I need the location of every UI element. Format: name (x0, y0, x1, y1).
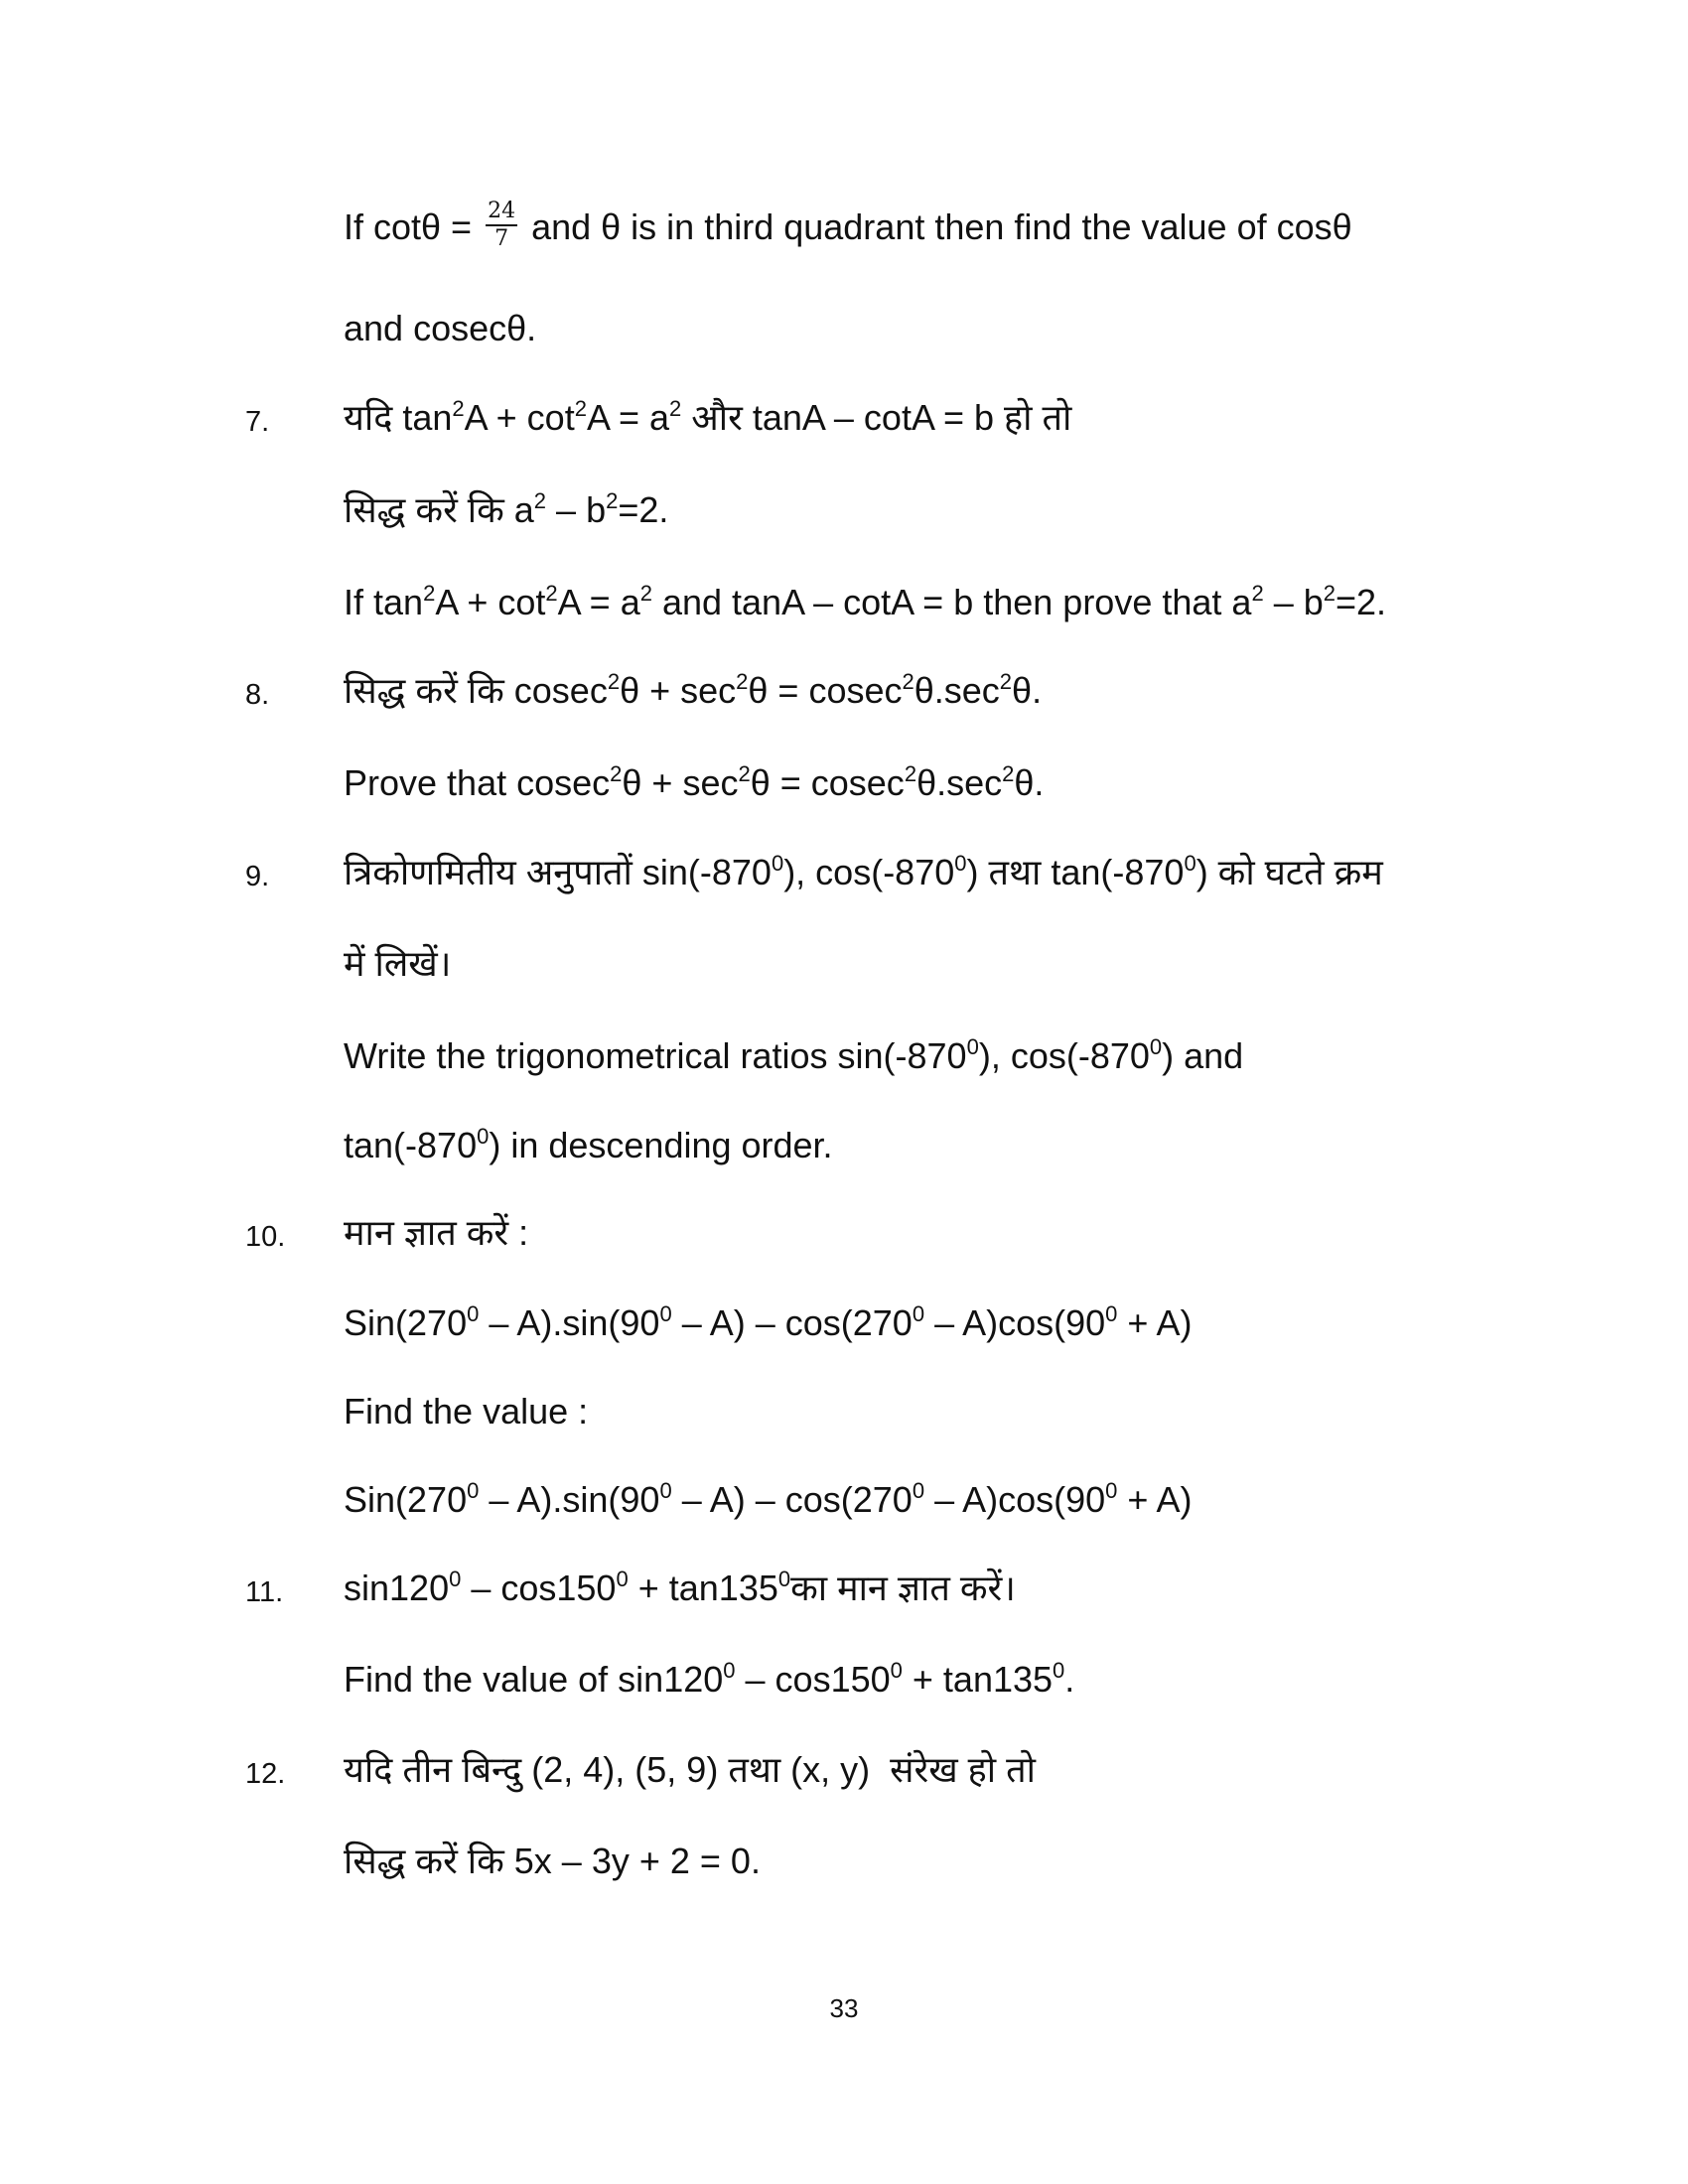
superscript: 0 (777, 1567, 791, 1591)
line-text (344, 939, 451, 989)
text-segment: सिद्ध करें कि a (344, 489, 534, 530)
text-segment: – A)cos(90 (924, 1302, 1106, 1343)
superscript: 2 (1002, 761, 1015, 786)
superscript: 2 (738, 761, 751, 786)
text-segment: θ = cosec (748, 670, 903, 711)
superscript: 0 (890, 1658, 903, 1683)
text-segment: का मान ज्ञात करें। (790, 1568, 1016, 1608)
line-text (344, 304, 536, 353)
superscript: 2 (533, 488, 547, 513)
text-segment: Find the value : (344, 1391, 589, 1432)
text-line (0, 848, 1688, 897)
text-segment: A + cot (435, 582, 546, 622)
text-line (0, 1655, 1688, 1705)
line-text (344, 578, 1386, 627)
line-text (344, 758, 1044, 808)
text-line (0, 758, 1688, 808)
text-segment: θ.sec (914, 670, 1000, 711)
question-number: 10. (245, 1221, 286, 1253)
text-segment: . (1064, 1659, 1075, 1700)
superscript: 2 (999, 669, 1013, 694)
text-segment: and cosecθ. (344, 308, 537, 348)
superscript: 2 (423, 581, 436, 606)
text-segment: Sin(270 (344, 1302, 468, 1343)
numerator: 24 (486, 199, 517, 226)
superscript: 2 (1251, 581, 1264, 606)
superscript: 2 (607, 669, 621, 694)
text-segment: =2. (618, 489, 669, 530)
text-line (0, 1121, 1688, 1170)
text-segment: सिद्ध करें कि cosec (344, 670, 608, 711)
text-segment: ) को घटते क्रम (1196, 852, 1383, 892)
text-line (0, 1745, 1688, 1795)
text-segment: – A)cos(90 (924, 1479, 1106, 1520)
text-segment: A = a (586, 397, 670, 438)
superscript: 0 (966, 1034, 979, 1059)
text-segment: में लिखें। (344, 943, 452, 984)
text-line (0, 199, 1688, 252)
superscript: 0 (771, 851, 784, 876)
superscript: 2 (545, 581, 558, 606)
superscript: 2 (904, 761, 917, 786)
question-number: 9. (245, 861, 270, 892)
superscript: 2 (610, 761, 623, 786)
text-line (0, 1031, 1688, 1081)
line-text (344, 1837, 761, 1886)
line-text (344, 1208, 528, 1258)
text-segment: and θ is in third quadrant then find the value of cosθ (521, 206, 1352, 247)
text-segment: मान ज्ञात करें : (344, 1212, 529, 1253)
line-text (344, 485, 668, 535)
text-segment: A = a (557, 582, 640, 622)
text-line (0, 578, 1688, 627)
line-text (344, 1564, 1016, 1613)
text-segment: + tan135 (902, 1659, 1054, 1700)
line-text (344, 1298, 1192, 1348)
text-segment: If tan (344, 582, 424, 622)
text-segment: सिद्ध करें कि 5x – 3y + 2 = 0. (344, 1841, 761, 1881)
text-line (0, 939, 1688, 989)
text-segment: यदि tan (344, 397, 453, 438)
superscript: 0 (1105, 1478, 1118, 1503)
text-segment: Find the value of sin120 (344, 1659, 724, 1700)
line-text (344, 1475, 1192, 1525)
text-segment: A + cot (464, 397, 575, 438)
superscript: 0 (449, 1567, 462, 1591)
text-segment: + A) (1117, 1479, 1193, 1520)
text-segment: θ.sec (916, 762, 1003, 803)
text-segment: θ + sec (620, 670, 737, 711)
superscript: 0 (1053, 1658, 1065, 1683)
question-number: 12. (245, 1758, 286, 1790)
text-segment: – b (1263, 582, 1324, 622)
superscript: 0 (912, 1301, 925, 1326)
text-segment: – A).sin(90 (479, 1479, 660, 1520)
text-segment: =2. (1335, 582, 1387, 622)
text-line (0, 666, 1688, 716)
text-segment: and tanA – cotA = b then prove that a (651, 582, 1252, 622)
superscript: 0 (659, 1301, 672, 1326)
superscript: 2 (1323, 581, 1336, 606)
denominator: 7 (494, 226, 509, 252)
superscript: 2 (574, 396, 587, 421)
question-number: 7. (245, 406, 270, 438)
fraction (486, 199, 517, 252)
text-segment: ) in descending order. (489, 1125, 833, 1165)
text-segment: sin120 (344, 1568, 450, 1608)
line-text (344, 1387, 588, 1436)
text-segment: – A) – cos(270 (671, 1479, 913, 1520)
text-segment: त्रिकोणमितीय अनुपातों sin(-870 (344, 852, 772, 892)
question-number: 11. (245, 1576, 284, 1608)
superscript: 0 (659, 1478, 672, 1503)
text-line (0, 1298, 1688, 1348)
text-line (0, 304, 1688, 353)
superscript: 2 (606, 488, 619, 513)
text-line (0, 1837, 1688, 1886)
text-segment: Write the trigonometrical ratios sin(-870 (344, 1035, 967, 1076)
question-number: 8. (245, 679, 270, 711)
text-segment: – A) – cos(270 (671, 1302, 913, 1343)
superscript: 2 (669, 396, 682, 421)
superscript: 0 (912, 1478, 925, 1503)
superscript: 0 (467, 1478, 480, 1503)
text-segment: यदि तीन बिन्दु (2, 4), (5, 9) तथा (x, y) संरेख हो तो (344, 1749, 1036, 1790)
text-segment: ) तथा tan(-870 (966, 852, 1185, 892)
text-segment: θ. (1014, 762, 1045, 803)
text-segment: θ = cosec (750, 762, 905, 803)
text-segment: + tan135 (628, 1568, 778, 1608)
text-segment: If cotθ = (344, 206, 483, 247)
line-text (344, 1655, 1074, 1705)
line-text (344, 666, 1042, 716)
line-text (344, 1121, 833, 1170)
text-line (0, 393, 1688, 443)
text-segment: θ. (1012, 670, 1043, 711)
superscript: 0 (954, 851, 967, 876)
text-line (0, 1387, 1688, 1436)
superscript: 0 (1184, 851, 1196, 876)
text-segment: ), cos(-870 (978, 1035, 1150, 1076)
superscript: 0 (467, 1301, 480, 1326)
text-segment: और tanA – cotA = b हो तो (681, 397, 1072, 438)
text-segment: + A) (1117, 1302, 1193, 1343)
line-text (344, 199, 1352, 256)
line-text (344, 1745, 1036, 1795)
superscript: 0 (1105, 1301, 1118, 1326)
superscript: 0 (477, 1124, 490, 1149)
superscript: 2 (902, 669, 914, 694)
text-segment: – cos150 (735, 1659, 891, 1700)
superscript: 2 (736, 669, 749, 694)
text-line (0, 485, 1688, 535)
text-line (0, 1208, 1688, 1258)
line-text (344, 1031, 1243, 1081)
text-line (0, 1475, 1688, 1525)
superscript: 0 (723, 1658, 736, 1683)
superscript: 0 (616, 1567, 629, 1591)
text-segment: Sin(270 (344, 1479, 468, 1520)
superscript: 2 (452, 396, 465, 421)
text-segment: ) and (1162, 1035, 1244, 1076)
text-segment: – b (546, 489, 607, 530)
page-number: 33 (829, 1993, 859, 2023)
text-line (0, 1564, 1688, 1613)
superscript: 0 (1149, 1034, 1163, 1059)
text-segment: – cos150 (461, 1568, 617, 1608)
text-segment: – A).sin(90 (479, 1302, 660, 1343)
text-segment: Prove that cosec (344, 762, 611, 803)
superscript: 2 (639, 581, 652, 606)
text-segment: θ + sec (622, 762, 739, 803)
line-text (344, 393, 1071, 443)
line-text (344, 848, 1383, 897)
text-segment: ), cos(-870 (783, 852, 955, 892)
text-segment: tan(-870 (344, 1125, 478, 1165)
